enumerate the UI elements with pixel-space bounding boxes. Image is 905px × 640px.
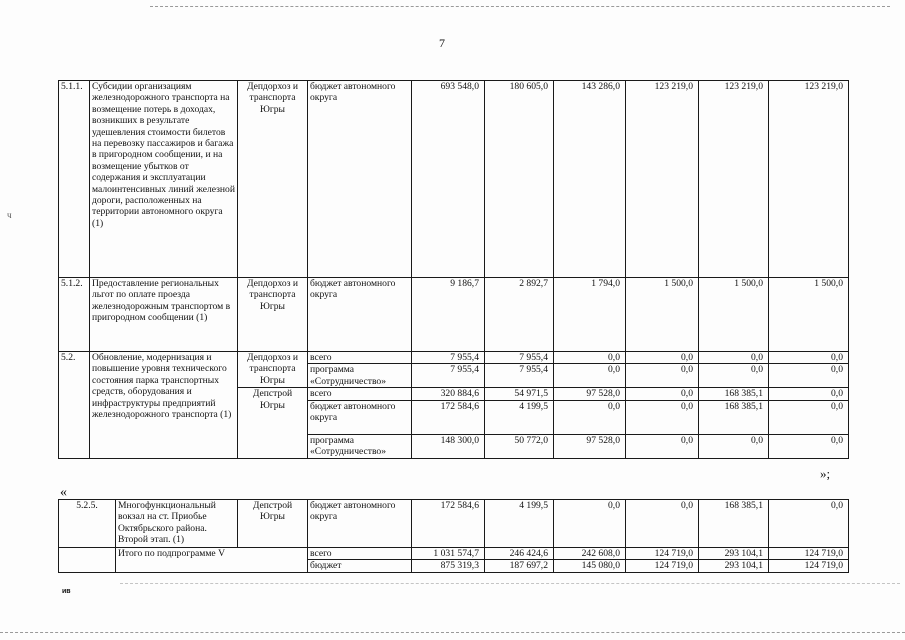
row-value: 172 584,6 <box>412 500 485 548</box>
scan-artifact-top <box>150 6 890 7</box>
row-executor: Депдорхоз и транспорта Югры <box>238 352 308 388</box>
row-source: бюджет автономного округа <box>308 81 412 278</box>
budget-table <box>58 80 849 459</box>
row-executor: Депстрой Югры <box>238 500 308 548</box>
table-row <box>59 81 849 278</box>
row-value: 97 528,0 <box>554 388 626 400</box>
row-value: 4 199,5 <box>485 500 554 548</box>
row-value: 2 892,7 <box>485 278 554 352</box>
row-value: 124 719,0 <box>769 548 849 560</box>
continuation-table <box>58 499 849 573</box>
table-row <box>59 278 849 352</box>
row-value: 693 548,0 <box>412 81 485 278</box>
row-value: 124 719,0 <box>626 548 699 560</box>
row-source: бюджет автономного округа <box>308 278 412 352</box>
row-value: 187 697,2 <box>485 560 554 572</box>
row-value: 246 424,6 <box>485 548 554 560</box>
row-value: 0,0 <box>554 352 626 364</box>
row-value: 0,0 <box>699 364 769 388</box>
row-value: 168 385,1 <box>699 400 769 434</box>
row-number: 5.2.5. <box>59 500 116 548</box>
row-value: 1 031 574,7 <box>412 548 485 560</box>
row-name: Обновление, модернизация и повышение уровня технического состояния парка транспортных средств, оборудования и инфраструктуры предприятий железнодорожного транспорта (1) <box>90 352 238 459</box>
row-value: 0,0 <box>626 500 699 548</box>
scan-artifact-bottom <box>0 632 905 633</box>
row-executor: Депстрой Югры <box>238 388 308 458</box>
row-value: 7 955,4 <box>412 352 485 364</box>
row-source: бюджет автономного округа <box>308 500 412 548</box>
row-value: 168 385,1 <box>699 388 769 400</box>
row-value: 123 219,0 <box>626 81 699 278</box>
row-name: Многофункциональный вокзал на ст. Приобье Октябрьского района. Второй этап. (1) <box>116 500 238 548</box>
row-value: 1 500,0 <box>699 278 769 352</box>
row-value: 0,0 <box>626 434 699 458</box>
row-value: 0,0 <box>769 364 849 388</box>
opening-quote: « <box>60 485 67 500</box>
row-value: 1 500,0 <box>769 278 849 352</box>
row-value: 180 605,0 <box>485 81 554 278</box>
row-value: 1 500,0 <box>626 278 699 352</box>
row-value: 293 104,1 <box>699 548 769 560</box>
row-source: всего <box>308 352 412 364</box>
row-value: 4 199,5 <box>485 400 554 434</box>
row-value: 0,0 <box>769 400 849 434</box>
row-value: 123 219,0 <box>699 81 769 278</box>
row-value: 124 719,0 <box>769 560 849 572</box>
row-number: 5.2. <box>59 352 90 459</box>
row-name: Предоставление региональных льгот по оплате проезда железнодорожным транспортом в пригородном сообщении (1) <box>90 278 238 352</box>
row-value: 1 794,0 <box>554 278 626 352</box>
row-executor: Депдорхоз и транспорта Югры <box>238 278 308 352</box>
table-row <box>59 352 849 364</box>
row-value: 0,0 <box>554 364 626 388</box>
row-source: программа «Сотрудничество» <box>308 434 412 458</box>
table-row <box>59 500 849 548</box>
row-value: 0,0 <box>626 400 699 434</box>
row-value: 0,0 <box>769 388 849 400</box>
total-blank <box>59 548 116 573</box>
row-value: 293 104,1 <box>699 560 769 572</box>
row-value: 0,0 <box>626 388 699 400</box>
side-mark: ч <box>7 210 12 220</box>
row-value: 242 608,0 <box>554 548 626 560</box>
row-name: Субсидии организациям железнодорожного транспорта на возмещение потерь в доходах, возникших в результате удешевления стоимости билетов на перевозку пассажиров и багажа в пригородном сообщении, и на возмещение убытков от содержания и эксплуатации малоинтенсивных линий железной дороги, расположенных на территории автономного округа (1) <box>90 81 238 278</box>
row-value: 0,0 <box>769 352 849 364</box>
row-value: 0,0 <box>699 434 769 458</box>
row-number: 5.1.1. <box>59 81 90 278</box>
row-source: бюджет <box>308 560 412 572</box>
page-number: 7 <box>439 36 445 50</box>
row-value: 123 219,0 <box>769 81 849 278</box>
row-value: 0,0 <box>626 364 699 388</box>
row-value: 124 719,0 <box>626 560 699 572</box>
row-value: 0,0 <box>769 434 849 458</box>
row-source: всего <box>308 548 412 560</box>
row-source: программа «Сотрудничество» <box>308 364 412 388</box>
row-value: 0,0 <box>554 500 626 548</box>
scan-artifact-mid <box>120 583 900 584</box>
row-value: 50 772,0 <box>485 434 554 458</box>
row-value: 7 955,4 <box>485 352 554 364</box>
row-value: 172 584,6 <box>412 400 485 434</box>
total-row <box>59 548 849 560</box>
row-source: всего <box>308 388 412 400</box>
row-value: 54 971,5 <box>485 388 554 400</box>
row-value: 0,0 <box>699 352 769 364</box>
total-label: Итого по подпрограмме V <box>116 548 308 573</box>
closing-quote: »; <box>820 466 831 481</box>
row-value: 145 080,0 <box>554 560 626 572</box>
row-value: 875 319,3 <box>412 560 485 572</box>
row-value: 9 186,7 <box>412 278 485 352</box>
stamp-mark: ив <box>62 588 71 595</box>
row-value: 7 955,4 <box>485 364 554 388</box>
row-value: 168 385,1 <box>699 500 769 548</box>
row-value: 97 528,0 <box>554 434 626 458</box>
row-number: 5.1.2. <box>59 278 90 352</box>
row-executor: Депдорхоз и транспорта Югры <box>238 81 308 278</box>
row-source: бюджет автономного округа <box>308 400 412 434</box>
row-value: 148 300,0 <box>412 434 485 458</box>
row-value: 0,0 <box>554 400 626 434</box>
row-value: 0,0 <box>769 500 849 548</box>
row-value: 0,0 <box>626 352 699 364</box>
row-value: 320 884,6 <box>412 388 485 400</box>
row-value: 143 286,0 <box>554 81 626 278</box>
row-value: 7 955,4 <box>412 364 485 388</box>
